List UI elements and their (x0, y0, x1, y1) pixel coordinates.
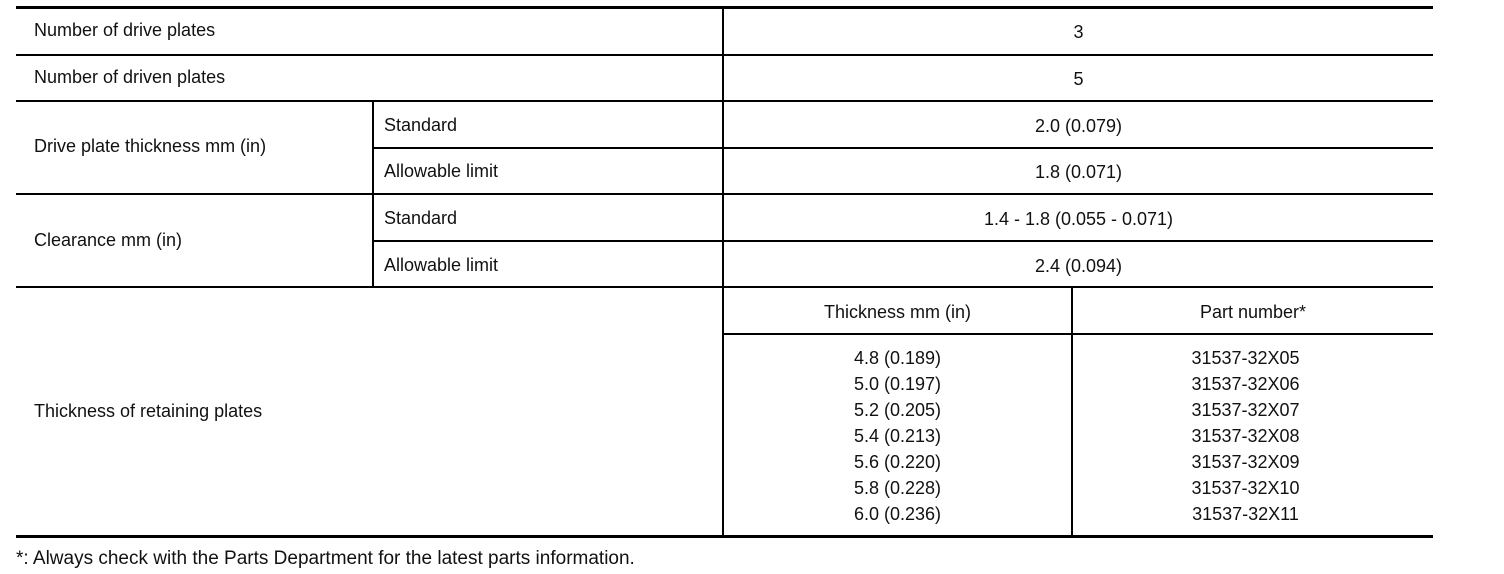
list-item: 5.8 (0.228) (853, 478, 942, 498)
subheader-divider (722, 333, 1433, 335)
thickness-list (724, 345, 1071, 527)
drive-plates-label: Number of drive plates (34, 20, 216, 40)
clearance-standard-value: 1.4 - 1.8 (0.055 - 0.071) (983, 209, 1174, 229)
clearance-limit-value: 2.4 (0.094) (1034, 256, 1123, 276)
list-item: 5.0 (0.197) (853, 374, 942, 394)
drive-plate-standard-label: Standard (384, 115, 458, 135)
list-item: 5.6 (0.220) (853, 452, 942, 472)
drive-plate-limit-label: Allowable limit (384, 161, 499, 181)
clearance-label: Clearance mm (in) (34, 230, 183, 250)
driven-plates-label: Number of driven plates (34, 67, 226, 87)
row-divider (16, 193, 1433, 195)
footnote: *: Always check with the Parts Department for the latest parts information. (16, 548, 635, 569)
list-item: 31537-32X10 (1191, 478, 1300, 498)
driven-plates-value: 5 (1073, 69, 1084, 89)
part-number-list (1073, 345, 1418, 527)
clearance-limit-label: Allowable limit (384, 255, 499, 275)
list-item: 31537-32X05 (1191, 348, 1300, 368)
list-item: 31537-32X08 (1191, 426, 1300, 446)
row-divider (16, 100, 1433, 102)
list-item: 5.4 (0.213) (853, 426, 942, 446)
row-divider (373, 240, 1433, 242)
clearance-standard-label: Standard (384, 208, 458, 228)
row-divider (16, 54, 1433, 56)
table-top-border (16, 6, 1433, 9)
drive-plates-value: 3 (1073, 22, 1084, 42)
thickness-column-header: Thickness mm (in) (823, 302, 971, 322)
list-item: 5.2 (0.205) (853, 400, 942, 420)
list-item: 31537-32X11 (1192, 504, 1299, 524)
list-item: 4.8 (0.189) (853, 348, 942, 368)
list-item: 31537-32X06 (1191, 374, 1300, 394)
part-number-column-header: Part number* (1199, 302, 1307, 322)
drive-plate-standard-value: 2.0 (0.079) (1034, 116, 1123, 136)
row-divider (16, 286, 1433, 288)
row-divider (373, 147, 1433, 149)
list-item: 31537-32X07 (1191, 400, 1300, 420)
retaining-plates-label: Thickness of retaining plates (34, 401, 263, 421)
list-item: 6.0 (0.236) (853, 504, 942, 524)
drive-plate-thickness-label: Drive plate thickness mm (in) (34, 136, 267, 156)
table-bottom-border (16, 535, 1433, 538)
drive-plate-limit-value: 1.8 (0.071) (1034, 162, 1123, 182)
list-item: 31537-32X09 (1191, 452, 1300, 472)
column-divider (372, 100, 374, 288)
